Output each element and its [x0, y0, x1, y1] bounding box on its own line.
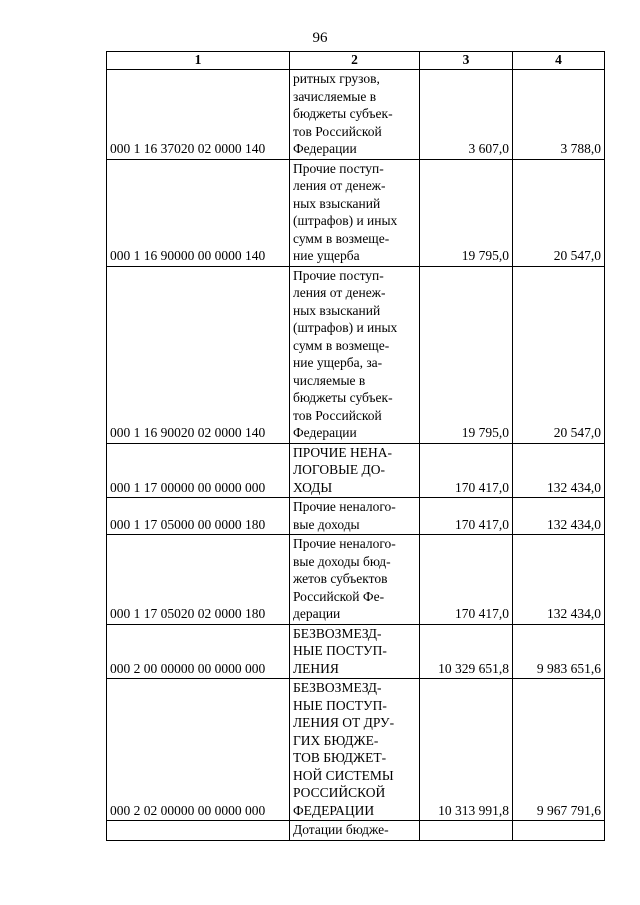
amount-col-3: 19 795,0: [420, 266, 513, 443]
budget-code: 000 2 02 00000 00 0000 000: [107, 679, 290, 821]
item-name-line: тов Российской: [293, 123, 382, 139]
item-name-line: (штрафов) и иных: [293, 320, 398, 335]
item-name-line: Федерации: [293, 425, 357, 440]
budget-code: 000 1 16 90020 02 0000 140: [107, 266, 290, 443]
amount-col-4: 3 788,0: [513, 70, 605, 160]
table-row: [107, 443, 605, 498]
header-col-3: 3: [420, 52, 513, 70]
item-name-line: ГИХ БЮДЖЕ-: [293, 732, 379, 748]
item-name-line: вые доходы бюд-: [293, 553, 391, 569]
item-name-line: тов Российской: [293, 407, 382, 423]
amount-col-3: 3 607,0: [420, 70, 513, 160]
item-name-line: Прочие неналого-: [293, 499, 396, 514]
amount-col-4: 9 967 791,6: [513, 679, 605, 821]
table-body: [107, 70, 605, 841]
item-name-line: ЛОГОВЫЕ ДО-: [293, 462, 385, 477]
amount-col-4: 132 434,0: [513, 443, 605, 498]
item-name-line: БЕЗВОЗМЕЗД-: [293, 680, 382, 695]
item-name-line: НОЙ СИСТЕМЫ: [293, 767, 394, 783]
header-row: [107, 52, 605, 70]
table-row: [107, 679, 605, 821]
amount-col-4: 20 547,0: [513, 159, 605, 266]
budget-code: 000 1 17 05000 00 0000 180: [107, 498, 290, 535]
amount-col-3: 170 417,0: [420, 443, 513, 498]
header-col-1: 1: [107, 52, 290, 70]
budget-code: 000 1 16 90000 00 0000 140: [107, 159, 290, 266]
item-name: [290, 821, 420, 841]
item-name-line: сумм в возмеще-: [293, 337, 390, 353]
item-name-line: ЛЕНИЯ: [293, 660, 339, 676]
item-name-line: ЛЕНИЯ ОТ ДРУ-: [293, 715, 395, 730]
item-name-line: Прочие неналого-: [293, 536, 396, 551]
header-col-2: 2: [290, 52, 420, 70]
item-name-line: ние ущерба: [293, 248, 360, 263]
amount-col-3: 19 795,0: [420, 159, 513, 266]
item-name-line: Прочие поступ-: [293, 160, 384, 176]
item-name: [290, 535, 420, 625]
item-name-line: ных взысканий: [293, 195, 381, 211]
table-row: [107, 266, 605, 443]
table-row: [107, 535, 605, 625]
budget-code: 000 1 17 00000 00 0000 000: [107, 443, 290, 498]
budget-table: [106, 51, 605, 841]
item-name: [290, 498, 420, 535]
item-name-line: бюджеты субъек-: [293, 390, 393, 405]
amount-col-4: [513, 821, 605, 841]
table-row: [107, 498, 605, 535]
item-name-line: ПРОЧИЕ НЕНА-: [293, 444, 392, 460]
page-number: 96: [312, 30, 328, 46]
amount-col-4: 132 434,0: [513, 498, 605, 535]
item-name: [290, 159, 420, 266]
amount-col-4: 9 983 651,6: [513, 624, 605, 679]
amount-col-4: 20 547,0: [513, 266, 605, 443]
item-name-line: ние ущерба, за-: [293, 355, 383, 370]
amount-col-3: 170 417,0: [420, 498, 513, 535]
item-name-line: Российской Фе-: [293, 588, 385, 604]
item-name-line: зачисляемые в: [293, 88, 377, 104]
item-name: [290, 266, 420, 443]
item-name-line: РОССИЙСКОЙ: [293, 785, 386, 800]
table-row: [107, 70, 605, 160]
item-name-line: жетов субъектов: [293, 571, 388, 586]
item-name-line: НЫЕ ПОСТУП-: [293, 697, 387, 713]
item-name-line: ных взысканий: [293, 302, 381, 318]
item-name-line: сумм в возмеще-: [293, 230, 390, 246]
item-name-line: ХОДЫ: [293, 479, 333, 495]
table-row: [107, 821, 605, 841]
item-name-line: ФЕДЕРАЦИИ: [293, 802, 375, 818]
header-col-4: 4: [513, 52, 605, 70]
item-name: [290, 443, 420, 498]
amount-col-4: 132 434,0: [513, 535, 605, 625]
item-name-line: ления от денеж-: [293, 285, 386, 300]
amount-col-3: 10 329 651,8: [420, 624, 513, 679]
item-name-line: НЫЕ ПОСТУП-: [293, 643, 387, 658]
item-name-line: Федерации: [293, 141, 357, 156]
budget-code: [107, 821, 290, 841]
item-name-line: ления от денеж-: [293, 178, 386, 193]
item-name: [290, 70, 420, 160]
budget-code: 000 2 00 00000 00 0000 000: [107, 624, 290, 679]
amount-col-3: 10 313 991,8: [420, 679, 513, 821]
item-name-line: ритных грузов,: [293, 71, 380, 86]
table-row: [107, 624, 605, 679]
item-name-line: числяемые в: [293, 372, 366, 388]
item-name-line: БЕЗВОЗМЕЗД-: [293, 625, 382, 641]
item-name-line: Дотации бюдже-: [293, 822, 389, 837]
item-name-line: ТОВ БЮДЖЕТ-: [293, 750, 387, 765]
amount-col-3: [420, 821, 513, 841]
item-name: [290, 679, 420, 821]
item-name-line: бюджеты субъек-: [293, 106, 393, 121]
budget-code: 000 1 17 05020 02 0000 180: [107, 535, 290, 625]
item-name: [290, 624, 420, 679]
table-row: [107, 159, 605, 266]
item-name-line: дерации: [293, 606, 341, 621]
item-name-line: (штрафов) и иных: [293, 213, 398, 228]
item-name-line: вые доходы: [293, 516, 360, 532]
budget-code: 000 1 16 37020 02 0000 140: [107, 70, 290, 160]
amount-col-3: 170 417,0: [420, 535, 513, 625]
item-name-line: Прочие поступ-: [293, 267, 384, 283]
